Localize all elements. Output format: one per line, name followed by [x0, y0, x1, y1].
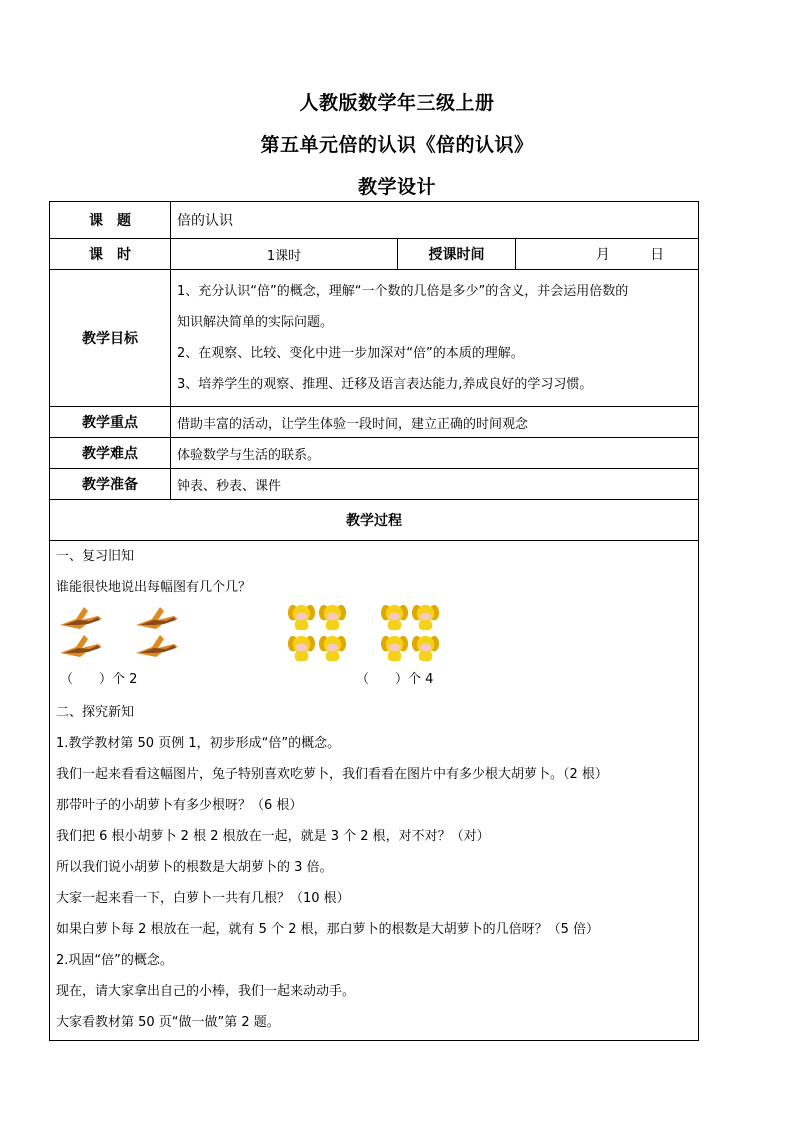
time-value	[516, 239, 699, 270]
lesson-plan-table	[49, 201, 699, 1041]
difficulty-value: 体验数学与生活的联系。	[171, 438, 699, 469]
focus-value: 借助丰富的活动，让学生体验一段时间，建立正确的时间观念	[171, 407, 699, 438]
bird-icon	[134, 633, 180, 659]
process-line: 所以我们说小胡萝卜的根数是大胡萝卜的 3 倍。	[56, 860, 333, 875]
bird-icon	[58, 605, 104, 631]
goals-value	[171, 270, 699, 407]
review-blanks	[56, 663, 692, 697]
row-process-header	[50, 500, 699, 541]
process-line: 如果白萝卜每 2 根放在一起，就有 5 个 2 根，那白萝卜的根数是大胡萝卜的几倍呀？（5 倍）	[56, 922, 600, 937]
process-line: 大家一起来看一下，白萝卜一共有几根？（10 根）	[56, 891, 350, 906]
row-period	[50, 239, 699, 270]
dog-icon	[380, 634, 409, 663]
row-process	[50, 541, 699, 1041]
difficulty-label: 教学难点	[50, 438, 171, 469]
process-line: 2.巩固“倍”的概念。	[56, 953, 173, 968]
topic-value: 倍的认识	[171, 202, 699, 239]
row-topic	[50, 202, 699, 239]
process-line: 我们把 6 根小胡萝卜 2 根 2 根放在一起，就是 3 个 2 根，对不对？（对）	[56, 829, 490, 844]
prep-value: 钟表、秒表、课件	[171, 469, 699, 500]
goal-line: 1、充分认识“倍”的概念，理解“一个数的几倍是多少”的含义，并会运用倍数的	[177, 284, 629, 299]
period-label: 课 时	[50, 239, 171, 270]
dog-icon	[287, 634, 316, 663]
process-line: 那带叶子的小胡萝卜有多少根呀？（6 根）	[56, 798, 303, 813]
goal-line: 3、培养学生的观察、推理、迁移及语言表达能力,养成良好的学习习惯。	[177, 377, 593, 392]
doc-title-line3: 教学设计	[357, 176, 436, 198]
dog-icon	[380, 603, 409, 632]
month-label: 月	[595, 247, 610, 263]
row-prep	[50, 469, 699, 500]
day-label: 日	[650, 247, 665, 263]
process-line: 我们一起来看看这幅图片，兔子特别喜欢吃萝卜，我们看看在图片中有多少根大胡萝卜。（2 根）	[56, 767, 608, 782]
goal-line: 知识解决简单的实际问题。	[177, 315, 334, 330]
prep-label: 教学准备	[50, 469, 171, 500]
section-explore-heading: 二、探究新知	[56, 705, 135, 720]
focus-label: 教学重点	[50, 407, 171, 438]
topic-label: 课 题	[50, 202, 171, 239]
dog-group	[380, 603, 440, 663]
doc-title-line2: 第五单元倍的认识《倍的认识》	[260, 134, 534, 156]
bird-icon	[134, 605, 180, 631]
dog-group	[287, 603, 347, 663]
row-goals	[50, 270, 699, 407]
blank-birds: （ ）个 2	[60, 672, 138, 687]
section-review-heading: 一、复习旧知	[56, 549, 135, 564]
goal-line: 2、在观察、比较、变化中进一步加深对“倍”的本质的理解。	[177, 346, 524, 361]
doc-title-line1: 人教版数学年三级上册	[299, 92, 495, 114]
row-difficulty	[50, 438, 699, 469]
dog-icon	[411, 634, 440, 663]
process-content	[50, 541, 699, 1041]
process-line: 大家看教材第 50 页“做一做”第 2 题。	[56, 1015, 280, 1030]
process-line: 1.教学教材第 50 页例 1，初步形成“倍”的概念。	[56, 736, 341, 751]
blank-dogs: （ ）个 4	[356, 672, 434, 687]
review-pictures	[56, 603, 692, 663]
process-line: 现在，请大家拿出自己的小棒，我们一起来动动手。	[56, 984, 356, 999]
bird-icon	[58, 633, 104, 659]
dog-icon	[318, 634, 347, 663]
period-value: 1课时	[171, 239, 398, 270]
dog-icon	[287, 603, 316, 632]
row-focus	[50, 407, 699, 438]
dog-icon	[411, 603, 440, 632]
dog-icon	[318, 603, 347, 632]
review-question: 谁能很快地说出每幅图有几个几？	[56, 580, 252, 595]
time-label: 授课时间	[398, 239, 516, 270]
goals-label: 教学目标	[50, 270, 171, 407]
process-header: 教学过程	[50, 500, 699, 541]
